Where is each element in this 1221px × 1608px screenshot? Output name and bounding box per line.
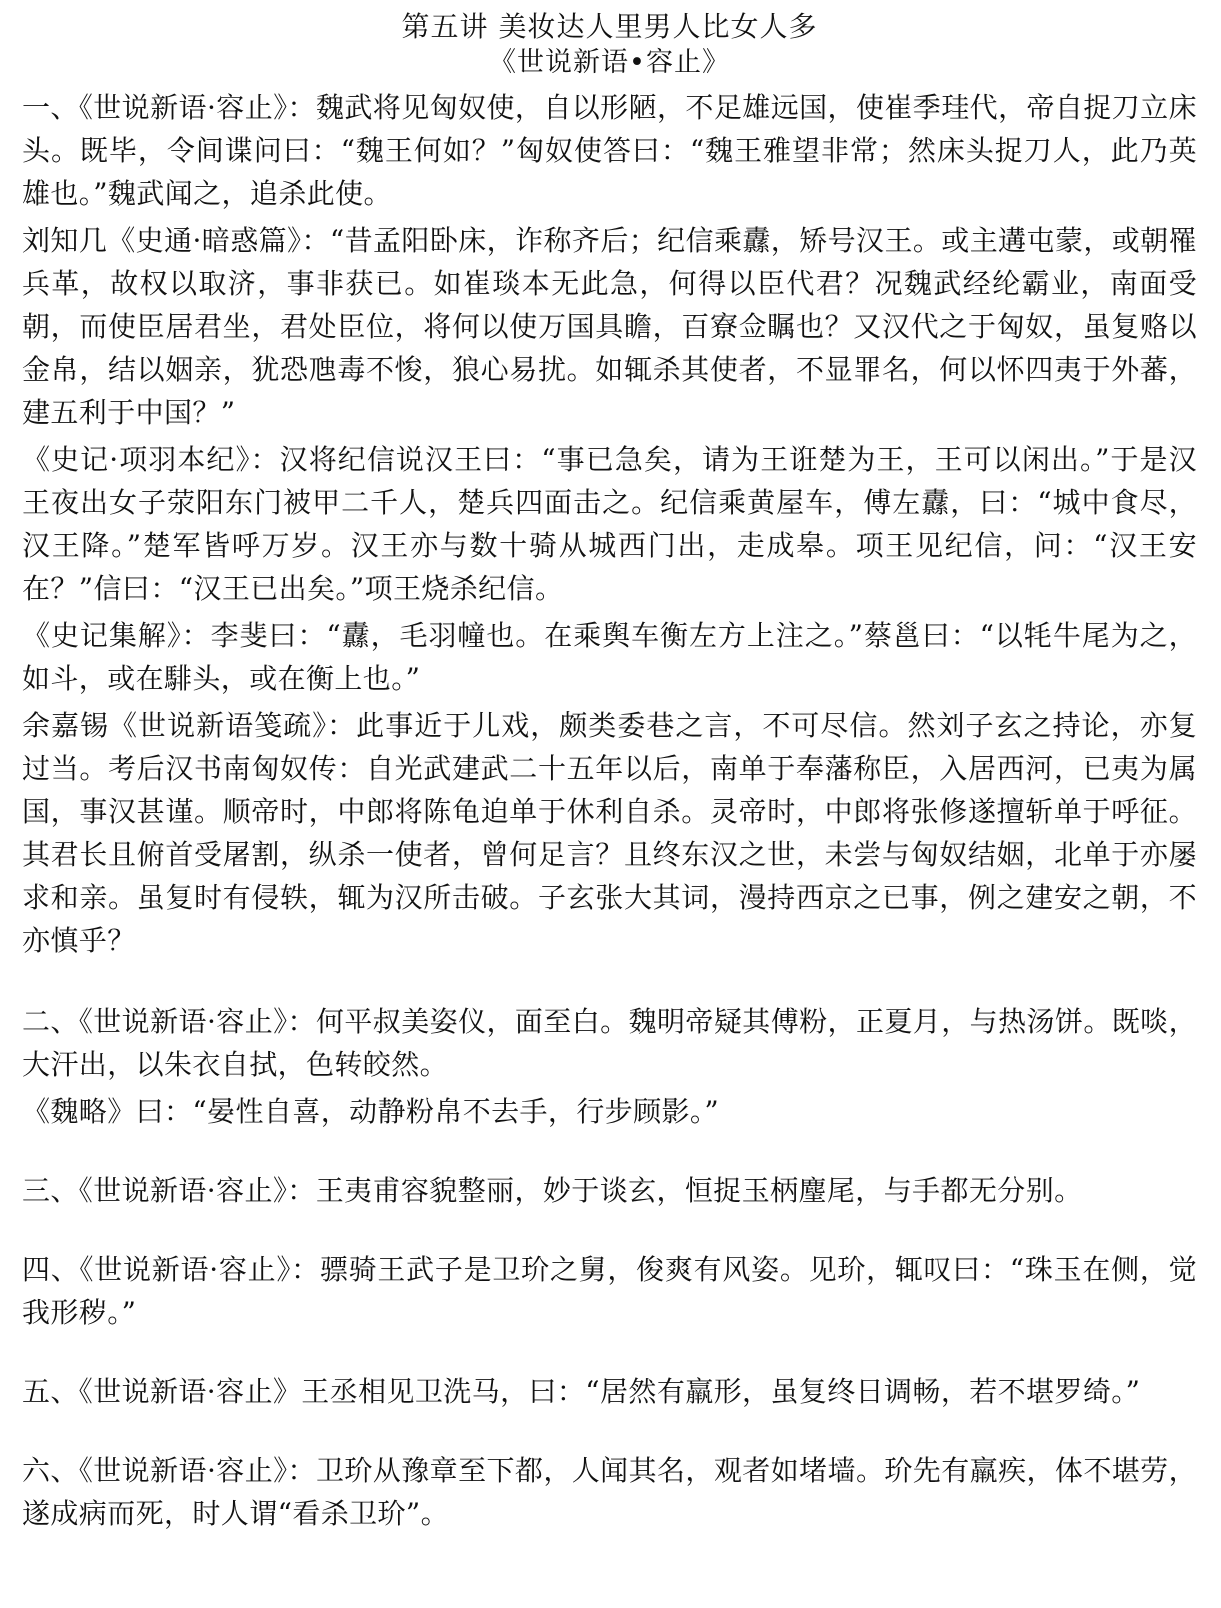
- paragraph-8: 三、《世说新语·容止》：王夷甫容貌整丽，妙于谈玄，恒捉玉柄麈尾，与手都无分别。: [22, 1174, 1083, 1207]
- paragraph-6: 二、《世说新语·容止》：何平叔美姿仪，面至白。魏明帝疑其傅粉，正夏月，与热汤饼。既啖，大汗出，以朱衣自拭，色转皎然。: [22, 1005, 1197, 1081]
- paragraph-9: 四、《世说新语·容止》：骠骑王武子是卫玠之舅，俊爽有风姿。见玠，辄叹曰：“珠玉在侧，觉我形秽。”: [22, 1253, 1197, 1329]
- page-title: 第五讲 美妆达人里男人比女人多: [401, 10, 818, 43]
- paragraph-4: 《史记集解》：李斐曰：“纛，毛羽幢也。在乘舆车衡左方上注之。”蔡邕曰：“以牦牛尾为之，如斗，或在騑头，或在衡上也。”: [22, 619, 1197, 695]
- paragraph-1: 一、《世说新语·容止》：魏武将见匈奴使，自以形陋，不足雄远国，使崔季珪代，帝自捉刀立床头。既毕，令间谍问曰：“魏王何如？”匈奴使答曰：“魏王雅望非常；然床头捉刀人，此乃英雄也。”魏武闻之，追杀此使。: [22, 91, 1197, 210]
- page-subtitle: 《世说新语•容止》: [489, 47, 730, 78]
- paragraph-7: 《魏略》曰：“晏性自喜，动静粉帛不去手，行步顾影。”: [22, 1095, 720, 1128]
- paragraph-3: 《史记·项羽本纪》：汉将纪信说汉王曰：“事已急矣，请为王诳楚为王，王可以闲出。”于是汉王夜出女子荥阳东门被甲二千人，楚兵四面击之。纪信乘黄屋车，傅左纛，曰：“城中食尽，汉王降。”楚军皆呼万岁。汉王亦与数十骑从城西门出，走成皋。项王见纪信，问：“汉王安在？”信曰：“汉王已出矣。”项王烧杀纪信。: [22, 443, 1197, 605]
- paragraph-5: 余嘉锡《世说新语笺疏》：此事近于儿戏，颇类委巷之言，不可尽信。然刘子玄之持论，亦复过当。考后汉书南匈奴传：自光武建武二十五年以后，南单于奉藩称臣，入居西河，已夷为属国，事汉甚谨。顺帝时，中郎将陈龟迫单于休利自杀。灵帝时，中郎将张修遂擅斩单于呼征。其君长且俯首受屠割，纵杀一使者，曾何足言？且终东汉之世，未尝与匈奴结姻，北单于亦屡求和亲。虽复时有侵轶，辄为汉所击破。子玄张大其词，漫持西京之已事，例之建安之朝，不亦慎乎？: [22, 709, 1197, 957]
- paragraph-11: 六、《世说新语·容止》：卫玠从豫章至下都，人闻其名，观者如堵墙。玠先有羸疾，体不堪劳，遂成病而死，时人谓“看杀卫玠”。: [22, 1454, 1197, 1530]
- paragraph-10: 五、《世说新语·容止》王丞相见卫洗马，曰：“居然有羸形，虽复终日调畅，若不堪罗绮。”: [22, 1375, 1141, 1408]
- paragraph-2: 刘知几《史通·暗惑篇》：“昔孟阳卧床，诈称齐后；纪信乘纛，矫号汉王。或主遘屯蒙，或朝罹兵革，故权以取济，事非获已。如崔琰本无此急，何得以臣代君？况魏武经纶霸业，南面受朝，而使臣居君坐，君处臣位，将何以使万国具瞻，百寮佥瞩也？又汉代之于匈奴，虽复赂以金帛，结以姻亲，犹恐虺毒不悛，狼心易扰。如辄杀其使者，不显罪名，何以怀四夷于外蕃，建五利于中国？”: [22, 224, 1197, 429]
